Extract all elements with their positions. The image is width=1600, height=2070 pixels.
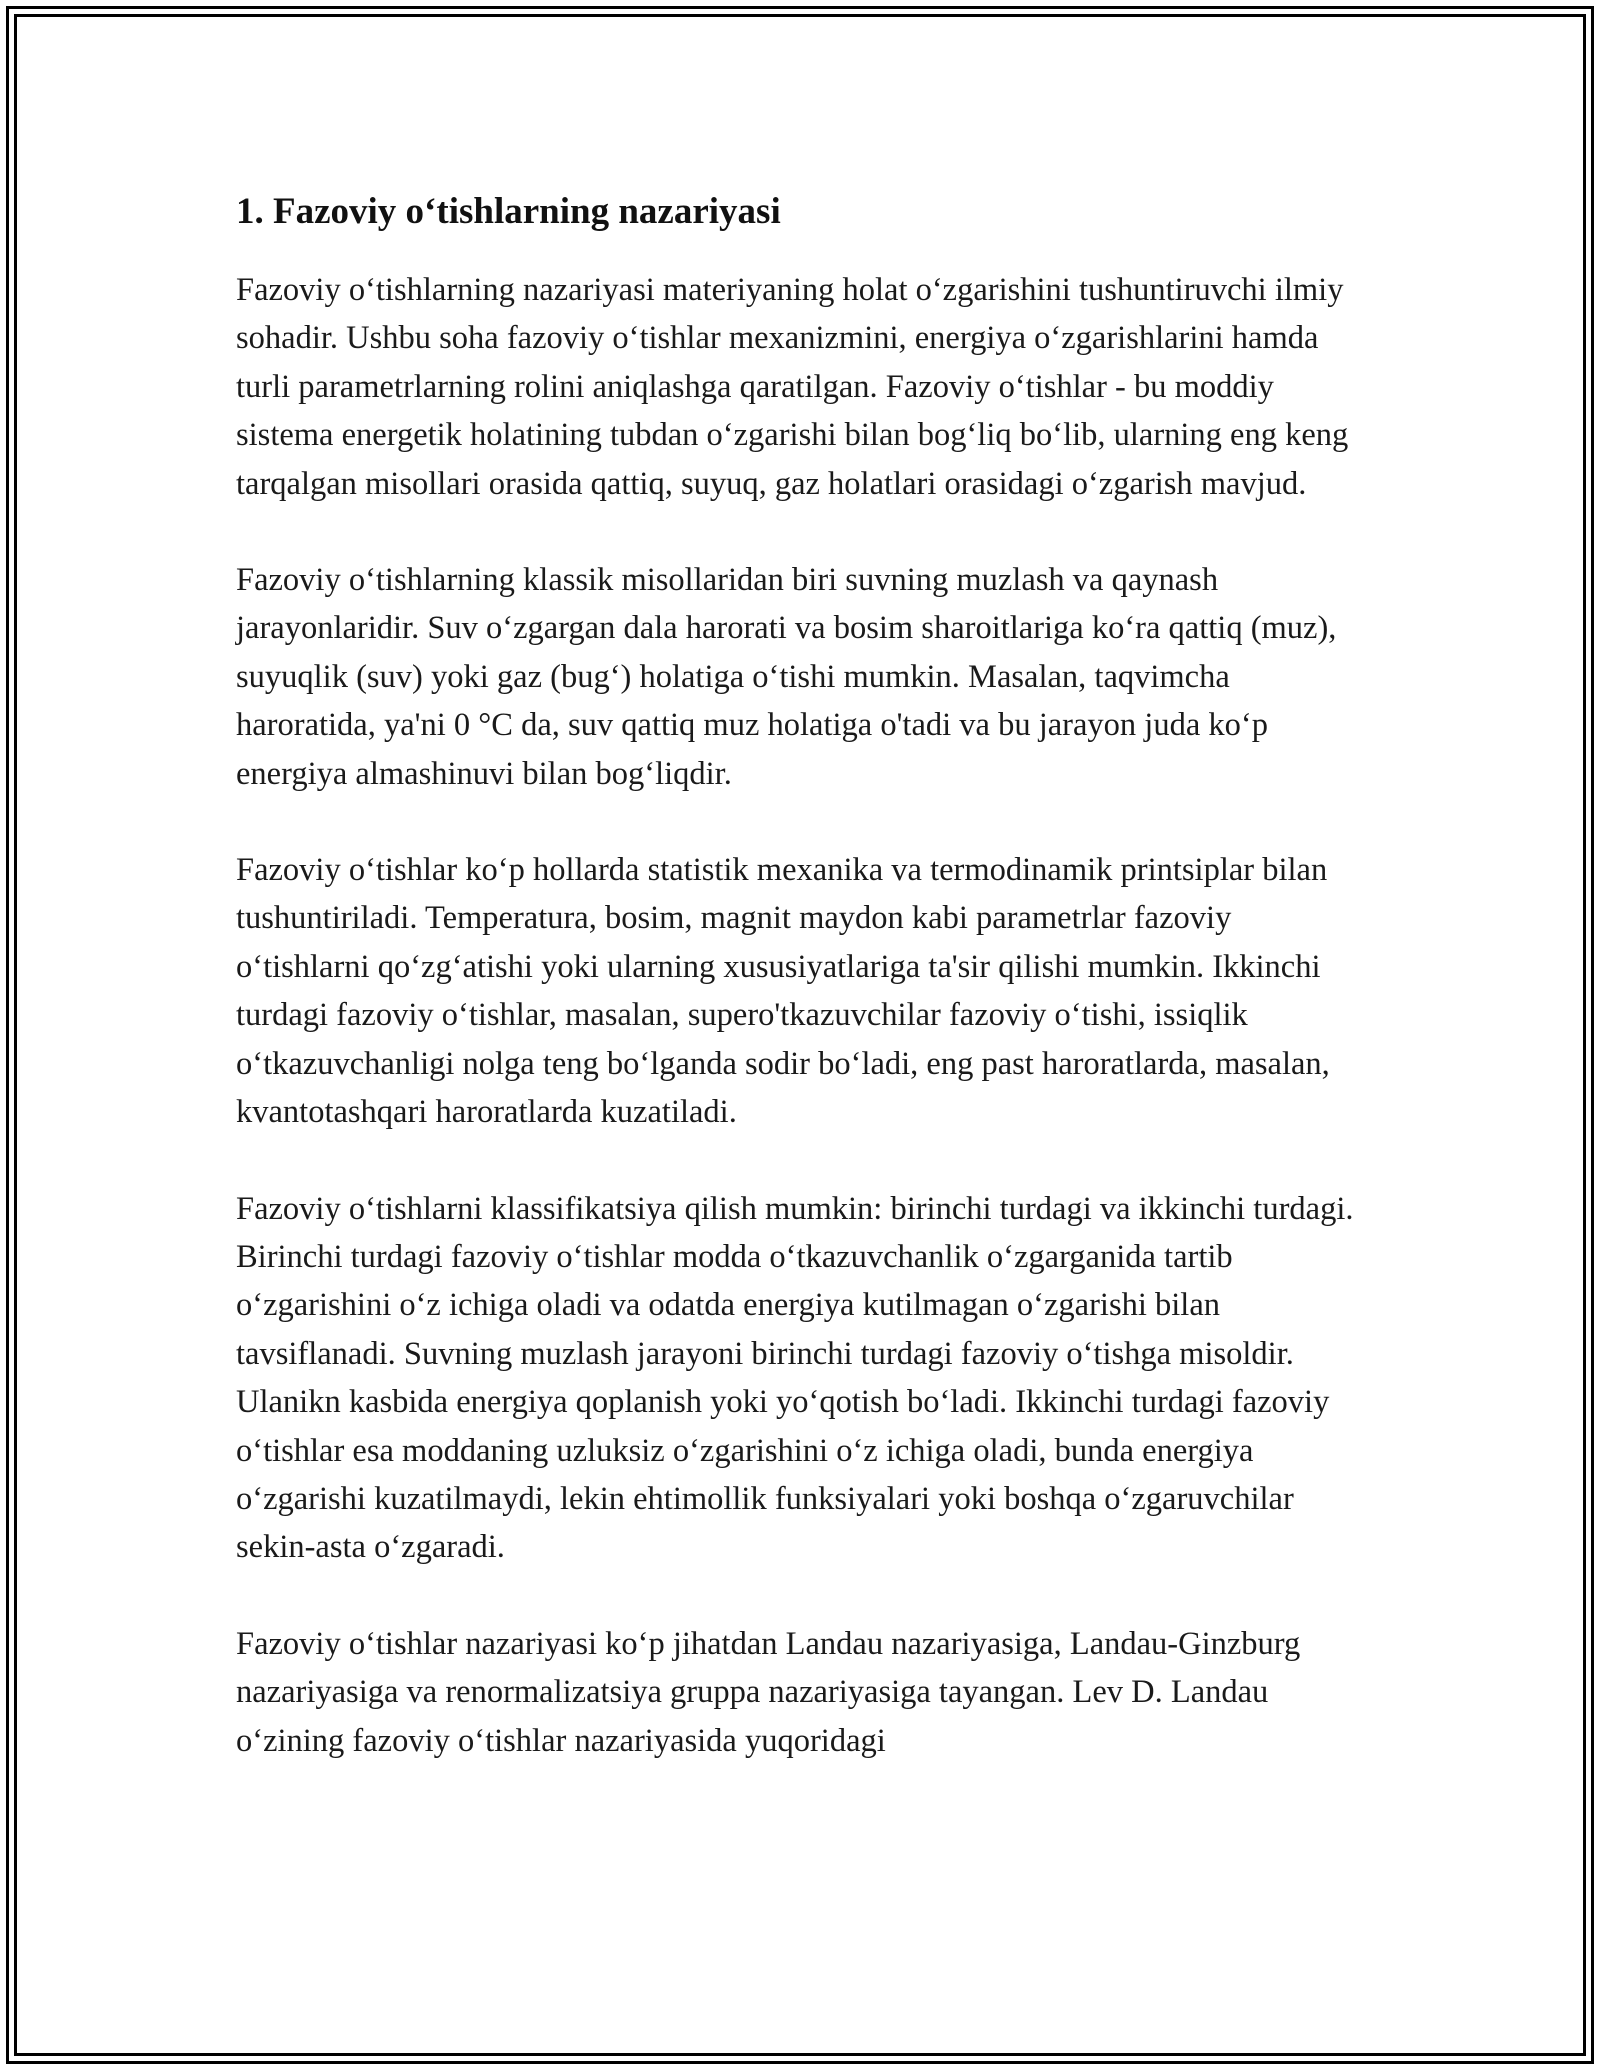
paragraph-4: Fazoviy o‘tishlarni klassifikatsiya qilish mumkin: birinchi turdagi va ikkinchi turdagi. Birinchi turdagi fazoviy o‘tishlar modda o‘tkazuvchanlik o‘zgarganida tartib o‘zgarishini o‘z ichiga oladi va odatda energiya kutilmagan o‘zgarishi bilan tavsiflanadi. Suvning muzlash jarayoni birinchi turdagi fazoviy o‘tishga misoldir. Ulanikn kasbida energiya qoplanish yoki yo‘qotish bo‘ladi. Ikkinchi turdagi fazoviy o‘tishlar esa moddaning uzluksiz o‘zgarishini o‘z ichiga oladi, bunda energiya o‘zgarishi kuzatilmaydi, lekin ehtimollik funksiyalari yoki boshqa o‘zgaruvchilar sekin-asta o‘zgaradi. (236, 1190, 1354, 1566)
document-body (236, 186, 1366, 1813)
paragraph-2: Fazoviy o‘tishlarning klassik misollaridan biri suvning muzlash va qaynash jarayonlaridir. Suv o‘zgargan dala harorati va bosim sharoitlariga ko‘ra qattiq (muz), suyuqlik (suv) yoki gaz (bug‘) holatiga o‘tishi mumkin. Masalan, taqvimcha haroratida, ya'ni 0 °C da, suv qattiq muz holatiga o'tadi va bu jarayon juda ko‘p energiya almashinuvi bilan bog‘liqdir. (236, 562, 1337, 792)
paragraph-3: Fazoviy o‘tishlar ko‘p hollarda statistik mexanika va termodinamik printsiplar bilan tushuntiriladi. Temperatura, bosim, magnit maydon kabi parametrlar fazoviy o‘tishlarni qo‘zg‘atishi yoki ularning xususiyatlariga ta'sir qilishi mumkin. Ikkinchi turdagi fazoviy o‘tishlar, masalan, supero'tkazuvchilar fazoviy o‘tishi, issiqlik o‘tkazuvchanligi nolga teng bo‘lganda sodir bo‘ladi, eng past haroratlarda, masalan, kvantotashqari haroratlarda kuzatiladi. (236, 852, 1330, 1131)
section-title: 1. Fazoviy o‘tishlarning nazariyasi (236, 191, 781, 232)
paragraph-1: Fazoviy o‘tishlarning nazariyasi materiyaning holat o‘zgarishini tushuntiruvchi ilmiy sohadir. Ushbu soha fazoviy o‘tishlar mexanizmini, energiya o‘zgarishlarini hamda turli parametrlarning rolini aniqlashga qaratilgan. Fazoviy o‘tishlar - bu moddiy sistema energetik holatining tubdan o‘zgarishi bilan bog‘liq bo‘lib, ularning eng keng tarqalgan misollari orasida qattiq, suyuq, gaz holatlari orasidagi o‘zgarish mavjud. (236, 272, 1349, 502)
paragraph-5: Fazoviy o‘tishlar nazariyasi ko‘p jihatdan Landau nazariyasiga, Landau-Ginzburg nazariyasiga va renormalizatsiya gruppa nazariyasiga tayangan. Lev D. Landau o‘zining fazoviy o‘tishlar nazariyasida yuqoridagi (236, 1625, 1301, 1759)
